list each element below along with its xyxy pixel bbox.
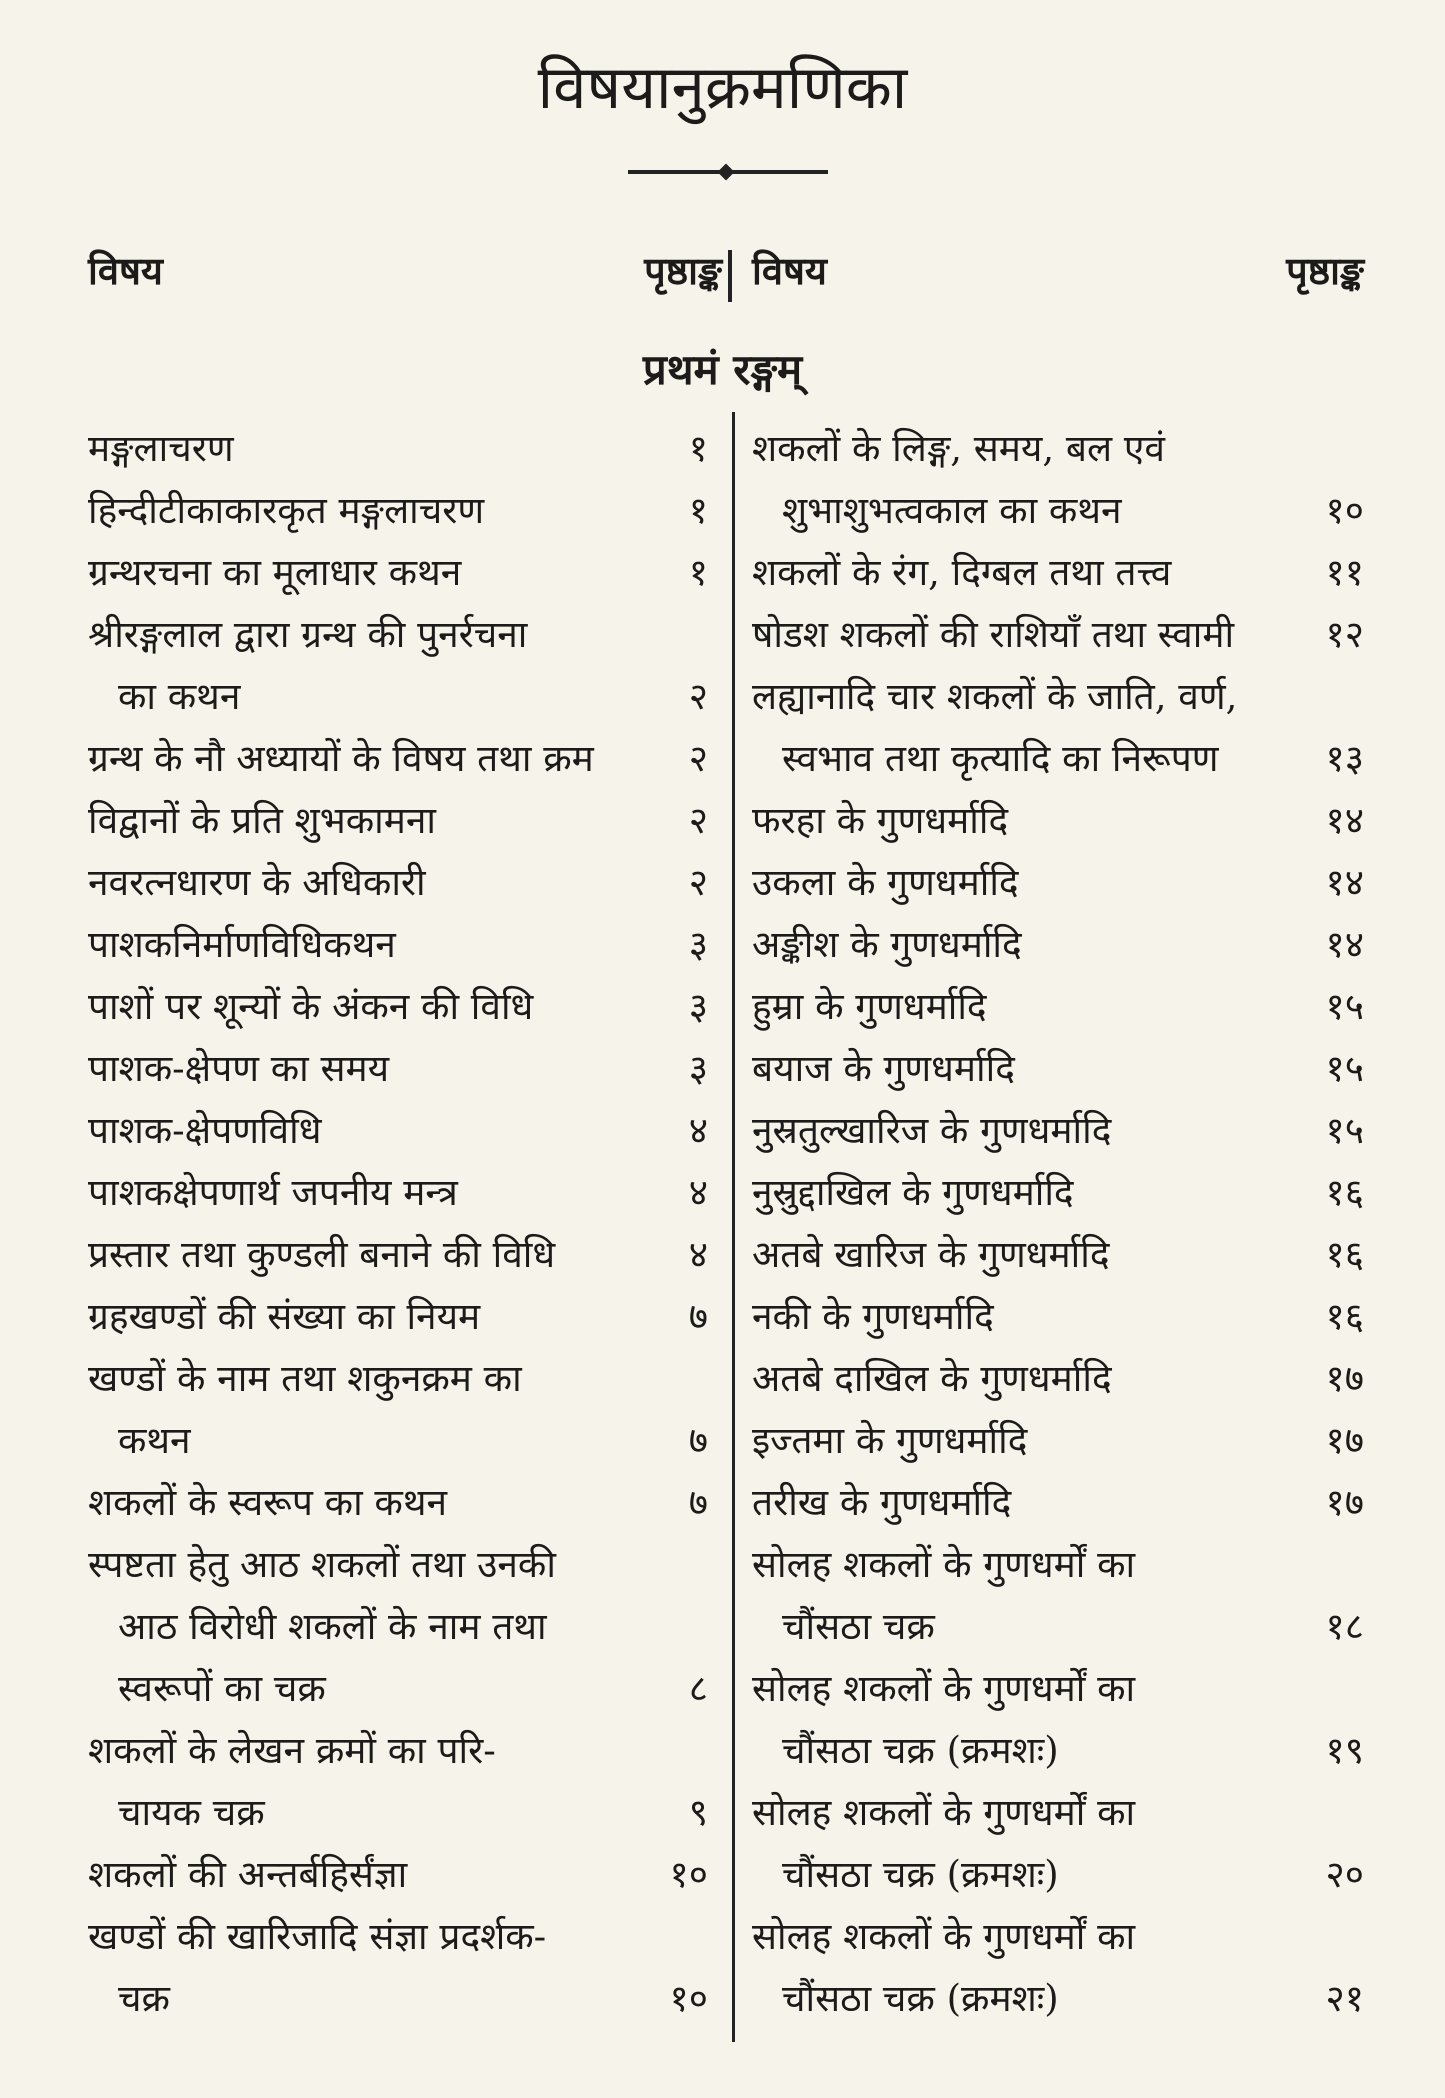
entry-title: अतबे खारिज के गुणधर्मादि [752, 1233, 1110, 1276]
entry-page-number: १६ [1325, 1233, 1364, 1276]
entry-page-number: १६ [1325, 1295, 1364, 1338]
toc-entry [752, 976, 1364, 1038]
entry-page-number: ३ [688, 923, 708, 966]
right-column [752, 418, 1364, 2030]
entry-page-number: १० [669, 1977, 708, 2020]
toc-entry [88, 1844, 708, 1906]
entry-title: श्रीरङ्गलाल द्वारा ग्रन्थ की पुनर्रचना [88, 613, 528, 656]
section-title: प्रथमं रङ्गम् [642, 345, 803, 394]
entry-title: पाशकनिर्माणविधिकथन [88, 923, 396, 966]
toc-entry [88, 914, 708, 976]
entry-title: सोलह शकलों के गुणधर्मों का [752, 1791, 1136, 1834]
page-title: विषयानुक्रमणिका [537, 53, 908, 123]
entry-page-number: ९ [688, 1791, 708, 1834]
toc-entry [752, 914, 1364, 976]
entry-title: पाशक-क्षेपण का समय [88, 1047, 390, 1090]
right-subject-header: विषय [752, 248, 827, 293]
entry-title-continuation: चक्र [118, 1977, 170, 2020]
entry-title-continuation: चौंसठा चक्र (क्रमशः) [782, 1853, 1059, 1896]
entry-page-number: १४ [1325, 861, 1364, 904]
entry-title: लह्यानादि चार शकलों के जाति, वर्ण, [752, 675, 1238, 718]
entry-page-number: १५ [1325, 985, 1364, 1028]
toc-entry [752, 604, 1364, 666]
toc-entry [88, 1038, 708, 1100]
entry-page-number: ८ [688, 1667, 708, 1710]
toc-entry [752, 1224, 1364, 1286]
entry-title: ग्रन्थरचना का मूलाधार कथन [88, 551, 462, 594]
entry-title: फरहा के गुणधर्मादि [752, 799, 1009, 842]
entry-page-number: २ [688, 799, 708, 842]
entry-title: शकलों की अन्तर्बहिर्संज्ञा [88, 1853, 408, 1896]
entry-page-number: ३ [688, 1047, 708, 1090]
entry-title: सोलह शकलों के गुणधर्मों का [752, 1915, 1136, 1958]
entry-title: उकला के गुणधर्मादि [752, 861, 1019, 904]
entry-page-number: १३ [1325, 737, 1364, 780]
entry-title-continuation: चौंसठा चक्र (क्रमशः) [782, 1977, 1059, 2020]
toc-entry [752, 1906, 1364, 2030]
entry-page-number: ११ [1325, 551, 1364, 594]
toc-entry [752, 1162, 1364, 1224]
toc-entry [752, 1534, 1364, 1658]
toc-entry [88, 542, 708, 604]
entry-page-number: १९ [1325, 1729, 1364, 1772]
entry-title: अतबे दाखिल के गुणधर्मादि [752, 1357, 1112, 1400]
entry-title-continuation: का कथन [118, 675, 241, 718]
toc-entry [88, 728, 708, 790]
left-page-header: पृष्ठाङ्क [644, 248, 722, 293]
entry-title: सोलह शकलों के गुणधर्मों का [752, 1667, 1136, 1710]
toc-entry [88, 1534, 708, 1720]
entry-title: ग्रन्थ के नौ अध्यायों के विषय तथा क्रम [88, 737, 594, 780]
toc-entry [88, 1162, 708, 1224]
toc-entry [88, 480, 708, 542]
entry-page-number: २० [1325, 1853, 1364, 1896]
entry-page-number: १४ [1325, 923, 1364, 966]
left-column [88, 418, 708, 2030]
entry-title: तरीख के गुणधर्मादि [752, 1481, 1012, 1524]
entry-page-number: २१ [1325, 1977, 1364, 2020]
entry-title: खण्डों की खारिजादि संज्ञा प्रदर्शक- [88, 1915, 547, 1958]
entry-page-number: ७ [688, 1295, 708, 1338]
entry-page-number: १५ [1325, 1047, 1364, 1090]
entry-page-number: १ [688, 489, 708, 532]
entry-title: नुस्रतुल्खारिज के गुणधर्मादि [752, 1109, 1112, 1152]
toc-entry [88, 1224, 708, 1286]
entry-title-continuation: आठ विरोधी शकलों के नाम तथा [118, 1605, 547, 1648]
toc-entry [752, 852, 1364, 914]
toc-entry [88, 418, 708, 480]
entry-page-number: १४ [1325, 799, 1364, 842]
toc-entry [752, 1658, 1364, 1782]
entry-page-number: १ [688, 427, 708, 470]
entry-title: हिन्दीटीकाकारकृत मङ्गलाचरण [88, 489, 485, 532]
entry-title: नकी के गुणधर्मादि [752, 1295, 994, 1338]
toc-entry [752, 1410, 1364, 1472]
toc-entry [88, 604, 708, 728]
toc-entry [88, 1286, 708, 1348]
entry-title: पाशक-क्षेपणविधि [88, 1109, 322, 1152]
entry-title: हुम्रा के गुणधर्मादि [752, 985, 987, 1028]
entry-title: विद्वानों के प्रति शुभकामना [88, 799, 436, 842]
entry-page-number: १० [669, 1853, 708, 1896]
entry-page-number: २ [688, 737, 708, 780]
toc-entry [752, 666, 1364, 790]
entry-page-number: १७ [1325, 1357, 1364, 1400]
entry-page-number: १ [688, 551, 708, 594]
toc-entry [88, 1720, 708, 1844]
toc-entry [88, 1906, 708, 2030]
entry-title-continuation: चौंसठा चक्र [782, 1605, 935, 1648]
entry-page-number: १७ [1325, 1481, 1364, 1524]
toc-entry [752, 790, 1364, 852]
entry-title: बयाज के गुणधर्मादि [752, 1047, 1015, 1090]
entry-title-continuation: स्वभाव तथा कृत्यादि का निरूपण [782, 737, 1219, 780]
entry-page-number: ३ [688, 985, 708, 1028]
entry-title: इज्तमा के गुणधर्मादि [752, 1419, 1028, 1462]
entry-title: नुस्रुद्दाखिल के गुणधर्मादि [752, 1171, 1074, 1214]
toc-entry [88, 976, 708, 1038]
entry-page-number: १६ [1325, 1171, 1364, 1214]
title-ornament-rule [628, 170, 828, 174]
entry-title: प्रस्तार तथा कुण्डली बनाने की विधि [88, 1233, 556, 1276]
entry-title-continuation: शुभाशुभत्वकाल का कथन [782, 489, 1122, 532]
entry-page-number: १८ [1325, 1605, 1364, 1648]
entry-title: खण्डों के नाम तथा शकुनक्रम का [88, 1357, 522, 1400]
column-divider [732, 412, 735, 2042]
entry-title: शकलों के लिङ्ग, समय, बल एवं [752, 427, 1165, 470]
entry-page-number: ७ [688, 1481, 708, 1524]
entry-title-continuation: चायक चक्र [118, 1791, 265, 1834]
toc-entry [752, 1348, 1364, 1410]
header-separator [728, 250, 732, 302]
toc-entry [752, 1286, 1364, 1348]
entry-page-number: ७ [688, 1419, 708, 1462]
toc-entry [752, 1100, 1364, 1162]
toc-entry [752, 542, 1364, 604]
entry-page-number: २ [688, 675, 708, 718]
entry-title: शकलों के लेखन क्रमों का परि- [88, 1729, 496, 1772]
toc-entry [752, 1782, 1364, 1906]
entry-title: अङ्कीश के गुणधर्मादि [752, 923, 1022, 966]
toc-entry [88, 1100, 708, 1162]
entry-title-continuation: स्वरूपों का चक्र [118, 1667, 326, 1710]
entry-page-number: १० [1325, 489, 1364, 532]
entry-page-number: ४ [688, 1171, 708, 1214]
entry-title: सोलह शकलों के गुणधर्मों का [752, 1543, 1136, 1586]
right-page-header: पृष्ठाङ्क [1286, 248, 1364, 293]
entry-title: पाशों पर शून्यों के अंकन की विधि [88, 985, 534, 1028]
entry-title: मङ्गलाचरण [88, 427, 234, 470]
entry-page-number: १२ [1325, 613, 1364, 656]
entry-title-continuation: चौंसठा चक्र (क्रमशः) [782, 1729, 1059, 1772]
entry-title: ग्रहखण्डों की संख्या का नियम [88, 1295, 481, 1338]
toc-entry [88, 790, 708, 852]
entry-title: षोडश शकलों की राशियाँ तथा स्वामी [752, 613, 1235, 656]
entry-title: शकलों के स्वरूप का कथन [88, 1481, 448, 1524]
toc-entry [88, 1472, 708, 1534]
entry-title: शकलों के रंग, दिग्बल तथा तत्त्व [752, 551, 1172, 594]
toc-entry [88, 1348, 708, 1472]
entry-title: पाशकक्षेपणार्थ जपनीय मन्त्र [88, 1171, 458, 1214]
entry-title: नवरत्नधारण के अधिकारी [88, 861, 426, 904]
entry-title: स्पष्टता हेतु आठ शकलों तथा उनकी [88, 1543, 556, 1586]
entry-title-continuation: कथन [118, 1419, 191, 1462]
entry-page-number: ४ [688, 1109, 708, 1152]
entry-page-number: १५ [1325, 1109, 1364, 1152]
toc-entry [88, 852, 708, 914]
toc-entry [752, 418, 1364, 542]
toc-entry [752, 1472, 1364, 1534]
left-subject-header: विषय [88, 248, 163, 293]
entry-page-number: १७ [1325, 1419, 1364, 1462]
entry-page-number: ४ [688, 1233, 708, 1276]
toc-entry [752, 1038, 1364, 1100]
entry-page-number: २ [688, 861, 708, 904]
